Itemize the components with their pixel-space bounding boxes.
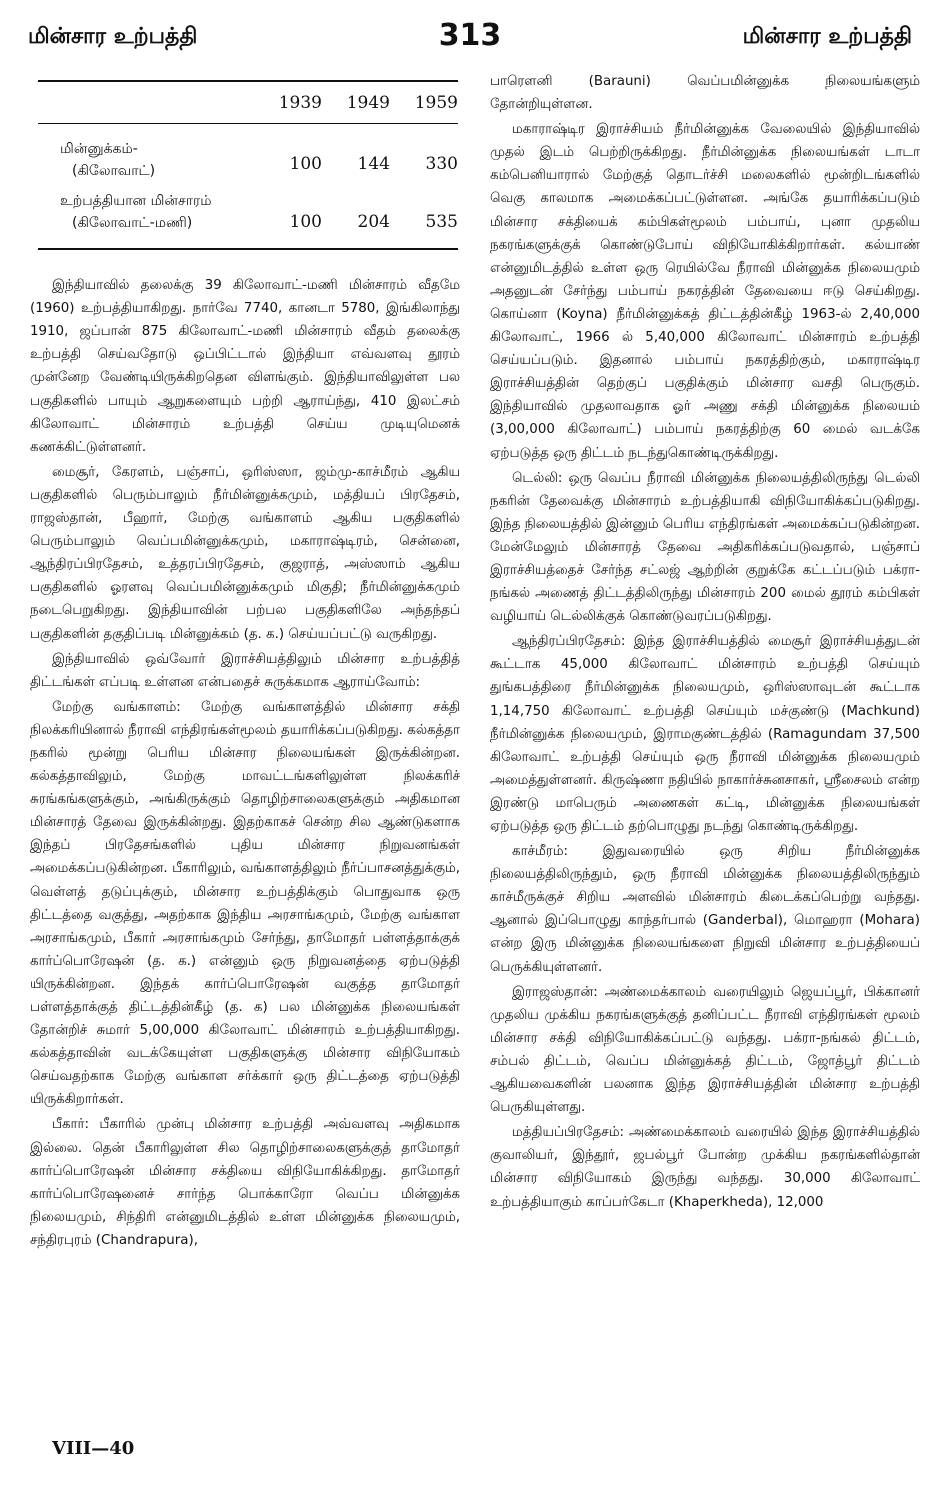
- year-header: 1939: [254, 81, 322, 124]
- row-label-line1: உற்பத்தியான மின்சாரம்: [60, 193, 212, 210]
- table-cell: 100: [289, 212, 322, 232]
- table-cell: 330: [425, 154, 458, 174]
- left-column: [30, 70, 460, 1253]
- row-label: [38, 182, 254, 249]
- running-title-left: மின்சார உற்பத்தி: [28, 24, 198, 49]
- row-label-line1: மின்னுக்கம்-: [60, 141, 138, 158]
- table-cell: 144: [357, 154, 390, 174]
- paragraph: டெல்லி: ஒரு வெப்ப நீராவி மின்னுக்க நிலையத்திலிருந்து டெல்லி நகரின் தேவைக்கு மின்சாரம் உற்பத்தியாகி விநியோகிக்கப்படுகிறது. இந்த நிலையத்தில் இன்னும் பெரிய எந்திரங்கள் அமைக்கப்படுகின்றன. மேன்மேலும் மின்சாரத் தேவை அதிகரிக்கப்படுவதால், பஞ்சாப் இராச்சியத்தைச் சேர்ந்த சட்லஜ் ஆற்றின் குறுக்கே கட்டப்படும் பக்ரா-நங்கல் அணைத் திட்டத்திலிருந்து மின்சாரம் 200 மைல் தூரம் கம்பிகள் வழியாய் டெல்லிக்குக் கொண்டுவரப்படுகிறது.: [490, 470, 920, 625]
- paragraph: இராஜஸ்தான்: அண்மைக்காலம் வரையிலும் ஜெயப்பூர், பிக்கானர் முதலிய முக்கிய நகரங்களுக்குத் தனிப்பட்ட நீராவி எந்திரங்கள் மூலம் மின்சார சக்தி விநியோகிக்கப்பட்டு வந்தது. பக்ரா-நங்கல் திட்டம், சம்பல் திட்டம், வெப்ப மின்னுக்கத் திட்டம், ஜோத்பூர் திட்டம் ஆகியவைகளின் பலனாக இந்த இராச்சியத்தின் மின்சார உற்பத்தி பெருகியுள்ளது.: [490, 984, 920, 1116]
- table-cell: 100: [289, 154, 322, 174]
- statistics-table: [38, 80, 458, 250]
- paragraph: மைசூர், கேரளம், பஞ்சாப், ஒரிஸ்ஸா, ஜம்மு-காச்மீரம் ஆகிய பகுதிகளில் பெரும்பாலும் நீர்மின்னுக்கமும், மத்தியப் பிரதேசம், ராஜஸ்தான், பீஹார், மேற்கு வங்காளம் ஆகிய பகுதிகளில் பெரும்பாலும் வெப்பமின்னுக்கமும், மகாராஷ்டிரம், சென்னை, ஆந்திரப்பிரதேசம், உத்தரப்பிரதேசம், குஜராத், அஸ்ஸாம் ஆகிய பகுதிகளில் ஓரளவு வெப்பமின்னுக்கமும் மிகுதி; நீர்மின்னுக்கமும் நடைபெறுகிறது. இந்தியாவின் பற்பல பகுதிகளிலே அந்தந்தப் பகுதிகளின் தகுதிப்படி மின்னுக்கம் (த. க.) செய்யப்பட்டு வருகிறது.: [30, 464, 460, 642]
- table-row: [38, 124, 458, 183]
- running-title-right: மின்சார உற்பத்தி: [742, 24, 912, 49]
- paragraph: மேற்கு வங்காளம்: மேற்கு வங்காளத்தில் மின்சார சக்தி நிலக்கரியினால் நீராவி எந்திரங்கள்மூலம் தயாரிக்கப்படுகிறது. கல்கத்தா நகரில் மூன்று பெரிய மின்சார நிலையங்கள் இருக்கின்றன. கல்கத்தாவிலும், மேற்கு மாவட்டங்களிலுள்ள நிலக்கரிச் சுரங்கங்களுக்கும், அங்கிருக்கும் தொழிற்சாலைகளுக்கும் அதிகமான மின்சாரத் தேவை இருக்கின்றது. இதற்காகச் சென்ற சில ஆண்டுகளாக இந்தப் பிரதேசங்களில் புதிய மின்சார நிறுவனங்கள் அமைக்கப்படுகின்றன. பீகாரிலும், வங்காளத்திலும் நீர்ப்பாசனத்துக்கும், வெள்ளத் தடுப்புக்கும், மின்சார உற்பத்திக்கும் பொதுவாக ஒரு திட்டத்தை வகுத்து, அதற்காக இந்திய அரசாங்கமும், மேற்கு வங்காள அரசாங்கமும், பீகார் அரசாங்கமும் சேர்ந்து, தாமோதர் பள்ளத்தாக்குக் கார்ப்பொரேஷன் (த. க.) என்னும் ஒரு நிறுவனத்தை ஏற்படுத்தி யிருக்கின்றன. இந்தக் கார்ப்பொரேஷன் வகுத்த தாமோதர் பள்ளத்தாக்குத் திட்டத்தின்கீழ் (த. க) பல மின்னுக்க நிலையங்கள் தோன்றிச் சுமார் 5,00,000 கிலோவாட் மின்சாரம் உற்பத்தியாகிறது. கல்கத்தாவின் வடக்கேயுள்ள பகுதிகளுக்கு மின்சார விநியோகம் செய்வதற்காக மேற்கு வங்காள சர்க்கார் ஒரு திட்டத்தை ஏற்படுத்தி யிருக்கிறார்கள்.: [30, 699, 460, 1108]
- paragraph: பாரௌனி (Barauni) வெப்பமின்னுக்க நிலையங்களும் தோன்றியுள்ளன.: [490, 74, 920, 113]
- paragraph: காச்மீரம்: இதுவரையில் ஒரு சிறிய நீர்மின்னுக்க நிலையத்திலிருந்தும், ஒரு நீராவி மின்னுக்க நிலையத்திலிருந்தும் காச்மீருக்குச் சிறிய அளவில் மின்சாரம் கிடைக்கப்பெற்று வந்தது. ஆனால் இப்பொழுது காந்தர்பால் (Ganderbal), மொஹரா (Mohara) என்ற இரு மின்னுக்க நிலையங்களை நிறுவி மின்சார உற்பத்தியைப் பெருக்கியுள்ளனர்.: [490, 844, 920, 975]
- page-header: [28, 18, 912, 60]
- paragraph: மகாராஷ்டிர இராச்சியம் நீர்மின்னுக்க வேலையில் இந்தியாவில் முதல் இடம் பெற்றிருக்கிறது. நீர்மின்னுக்க நிலையங்கள் டாடா கம்பெனியாரால் மேற்குத் தொடர்ச்சி மலைகளில் மூன்றிடங்களில் வெகு காலமாக அமைக்கப்பட்டுள்ளன. அங்கே தயாரிக்கப்படும் மின்சார சக்தியைக் கம்பிகள்மூலம் பம்பாய், புனா முதலிய நகரங்களுக்குக் கொண்டுபோய் விநியோகிக்கிறார்கள். கல்யாண் என்னுமிடத்தில் உள்ள ஒரு ரெயில்வே நீராவி மின்னுக்க நிலையமும் அதனுடன் சேர்ந்து பம்பாய் நகரத்தின் தேவையை ஈடு செய்கிறது. கொய்னா (Koyna) நீர்மின்னுக்கத் திட்டத்தின்கீழ் 1963-ல் 2,40,000 கிலோவாட், 1966 ல் 5,40,000 கிலோவாட் மின்சாரம் உற்பத்தி செய்யப்படும். இதனால் பம்பாய் நகரத்திற்கும், மகாராஷ்டிர இராச்சியத்தின் தெற்குப் பகுதிக்கும் மின்சார வசதி பெருகும். இந்தியாவில் முதலாவதாக ஓர் அணு சக்தி மின்னுக்க நிலையம் (3,00,000 கிலோவாட்) பம்பாய் நகரத்திற்கு 60 மைல் வடக்கே ஏற்படுத்த ஒரு திட்டம் நடந்துகொண்டிருக்கிறது.: [490, 122, 920, 461]
- table-row: [38, 182, 458, 249]
- table-header-row: [38, 81, 458, 124]
- year-header: 1959: [390, 81, 458, 124]
- table-cell: 204: [357, 212, 390, 232]
- paragraph: பீகார்: பீகாரில் முன்பு மின்சார உற்பத்தி அவ்வளவு அதிகமாக இல்லை. தென் பீகாரிலுள்ள சில தொழிற்சாலைகளுக்குத் தாமோதர் கார்ப்பொரேஷன் மின்சார சக்தியை விநியோகிக்கிறது. தாமோதர் கார்ப்பொரேஷனைச் சார்ந்த பொக்காரோ வெப்ப மின்னுக்க நிலையமும், சிந்திரி என்னுமிடத்தில் உள்ள மின்னுக்க நிலையமும், சந்திரபுரம் (Chandrapura),: [30, 1117, 460, 1248]
- row-label-line2: (கிலோவாட்): [72, 163, 156, 180]
- signature-mark: VIII—40: [52, 1438, 135, 1459]
- row-label-line2: (கிலோவாட்-மணி): [72, 215, 193, 232]
- row-label: [38, 124, 254, 183]
- paragraph: ஆந்திரப்பிரதேசம்: இந்த இராச்சியத்தில் மைசூர் இராச்சியத்துடன் கூட்டாக 45,000 கிலோவாட் மின்சாரம் உற்பத்தி செய்யும் துங்கபத்திரை நீர்மின்னுக்க நிலையமும், ஒரிஸ்ஸாவுடன் கூட்டாக 1,14,750 கிலோவாட் உற்பத்தி செய்யும் மச்குண்டு (Machkund) நீர்மின்னுக்க நிலையமும், இராமகுண்டத்தில் (Ramagundam 37,500 கிலோவாட் உற்பத்தி செய்யும் ஒரு நீராவி மின்னுக்க நிலையமும் அமைத்துள்ளனர். கிருஷ்ணா நதியில் நாகார்ச்சுனசாகர், ஸ்ரீசைலம் என்ற இரண்டு மாபெரும் அணைகள் கட்டி, மின்னுக்க நிலையங்கள் ஏற்படுத்த ஒரு திட்டம் தற்பொழுது நடந்து கொண்டிருக்கிறது.: [490, 634, 920, 834]
- right-column: [490, 70, 920, 1215]
- paragraph: இந்தியாவில் தலைக்கு 39 கிலோவாட்-மணி மின்சாரம் வீதமே (1960) உற்பத்தியாகிறது. நார்வே 7740, கானடா 5780, இங்கிலாந்து 1910, ஜப்பான் 875 கிலோவாட்-மணி மின்சாரம் வீதம் தலைக்கு உற்பத்தி செய்வதோடு ஒப்பிட்டால் இந்தியா எவ்வளவு தூரம் முன்னேற வேண்டியிருக்கிறதென விளங்கும். இந்தியாவிலுள்ள பல பகுதிகளில் பாயும் ஆறுகளையும் பற்றி ஆராய்ந்து, 410 இலட்சம் கிலோவாட் மின்சாரம் உற்பத்தி செய்ய முடியுமெனக் கணக்கிட்டுள்ளனர்.: [30, 278, 460, 455]
- year-header: 1949: [322, 81, 390, 124]
- paragraph: இந்தியாவில் ஒவ்வோர் இராச்சியத்திலும் மின்சார உற்பத்தித் திட்டங்கள் எப்படி உள்ளன என்பதைச் சுருக்கமாக ஆராய்வோம்:: [30, 651, 460, 690]
- page-number: 313: [438, 18, 502, 53]
- table-cell: 535: [425, 212, 458, 232]
- paragraph: மத்தியப்பிரதேசம்: அண்மைக்காலம் வரையில் இந்த இராச்சியத்தில் குவாலியர், இந்தூர், ஜபல்பூர் போன்ற முக்கிய நகரங்களில்தான் மின்சார விநியோகம் இருந்து வந்தது. 30,000 கிலோவாட் உற்பத்தியாகும் காப்பர்கேடா (Khaperkheda), 12,000: [490, 1125, 920, 1210]
- table-corner: [38, 81, 254, 124]
